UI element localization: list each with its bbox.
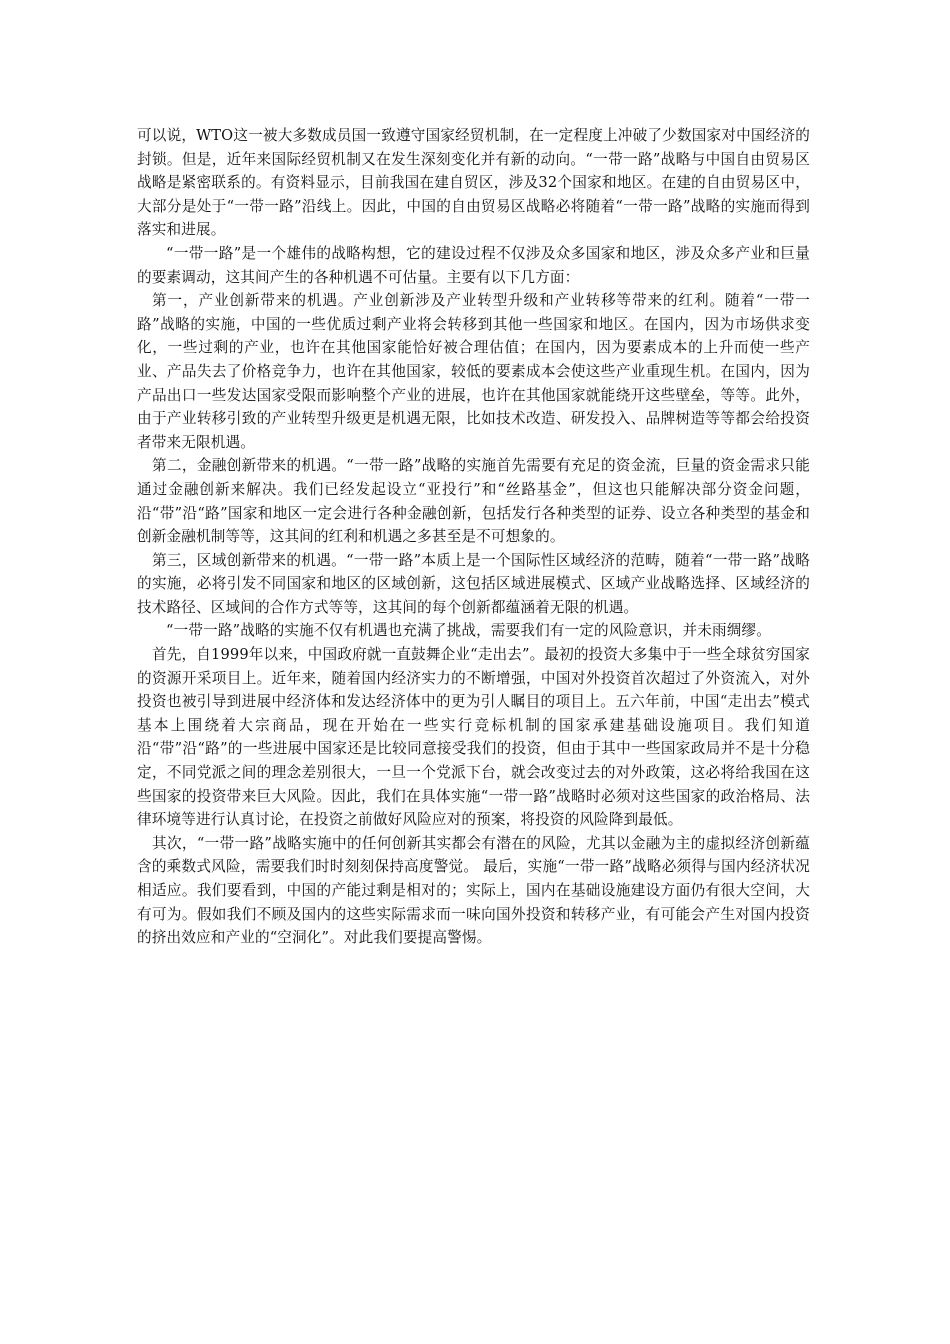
paragraph-first-risk: 首先，自1999年以来，中国政府就一直鼓舞企业“走出去”。最初的投资大多集中于一些全球贫穷国家的资源开采项目上。近年来，随着国内经济实力的不断增强，中国对外投资首次超过了外资流入，对外投资也被引导到进展中经济体和发达经济体中的更为引人瞩目的项目上。五六年前，中国“走出去”模式基本上围绕着大宗商品，现在开始在一些实行竞标机制的国家承建基础设施项目。我们知道沿“带”沿“路”的一些进展中国家还是比较同意接受我们的投资，但由于其中一些国家政局并不是十分稳定，不同党派之间的理念差别很大，一旦一个党派下台，就会改变过去的对外政策，这必将给我国在这些国家的投资带来巨大风险。因此，我们在具体实施“一带一路”战略时必须对这些国家的政治格局、法律环境等进行认真讨论，在投资之前做好风险应对的预案，将投资的风险降到最低。 (137, 646, 810, 829)
paragraph-wto-trade: 可以说，WTO这一被大多数成员国一致遵守国家经贸机制，在一定程度上冲破了少数国家对中国经济的封锁。但是，近年来国际经贸机制又在发生深刻变化并有新的动向。“一带一路”战略与中国自由贸易区战略是紧密联系的。有资料显示，目前我国在建自贸区，涉及32个国家和地区。在建的自由贸易区中，大部分是处于“一带一路”沿线上。因此，中国的自由贸易区战略必将随着“一带一路”战略的实施而得到落实和进展。 (137, 127, 810, 239)
paragraph-regional-innovation: 第三，区域创新带来的机遇。“一带一路”本质上是一个国际性区域经济的范畴，随着“一带一路”战略的实施，必将引发不同国家和地区的区域创新，这包括区域进展模式、区域产业战略选择、区域经济的技术路径、区域间的合作方式等等，这其间的每个创新都蕴涵着无限的机遇。 (137, 551, 810, 616)
paragraph-second-risk: 其次，“一带一路”战略实施中的任何创新其实都会有潜在的风险，尤其以金融为主的虚拟经济创新蕴含的乘数式风险，需要我们时时刻刻保持高度警觉。 最后，实施“一带一路”战略必须得与国内经济状况相适应。我们要看到，中国的产能过剩是相对的；实际上，国内在基础设施建设方面仍有很大空间，大有可为。假如我们不顾及国内的这些实际需求而一味向国外投资和转移产业，有可能会产生对国内投资的挤出效应和产业的“空洞化”。对此我们要提高警惕。 (137, 834, 810, 947)
paragraph-belt-road-intro: “一带一路”是一个雄伟的战略构想，它的建设过程不仅涉及众多国家和地区，涉及众多产业和巨量的要素调动，这其间产生的各种机遇不可估量。主要有以下几方面： (137, 244, 810, 286)
paragraph-finance-innovation: 第二，金融创新带来的机遇。“一带一路”战略的实施首先需要有充足的资金流，巨量的资金需求只能通过金融创新来解决。我们已经发起设立“亚投行”和“丝路基金”，但这也只能解决部分资金问题，沿“带”沿“路”国家和地区一定会进行各种金融创新，包括发行各种类型的证券、设立各种类型的基金和创新金融机制等等，这其间的红利和机遇之多甚至是不可想象的。 (137, 457, 810, 546)
paragraph-industry-innovation: 第一，产业创新带来的机遇。产业创新涉及产业转型升级和产业转移等带来的红利。随着“一带一路”战略的实施，中国的一些优质过剩产业将会转移到其他一些国家和地区。在国内，因为市场供求变化，一些过剩的产业，也许在其他国家能恰好被合理估值；在国内，因为要素成本的上升而使一些产业、产品失去了价格竞争力，也许在其他国家，较低的要素成本会使这些产业重现生机。在国内，因为产品出口一些发达国家受限而影响整个产业的进展，也许在其他国家就能绕开这些壁垒，等等。此外，由于产业转移引致的产业转型升级更是机遇无限，比如技术改造、研发投入、品牌树造等等都会给投资者带来无限机遇。 (137, 292, 810, 451)
document-body (137, 124, 810, 950)
paragraph-challenges: “一带一路”战略的实施不仅有机遇也充满了挑战，需要我们有一定的风险意识，并未雨绸缪。 (166, 622, 771, 640)
